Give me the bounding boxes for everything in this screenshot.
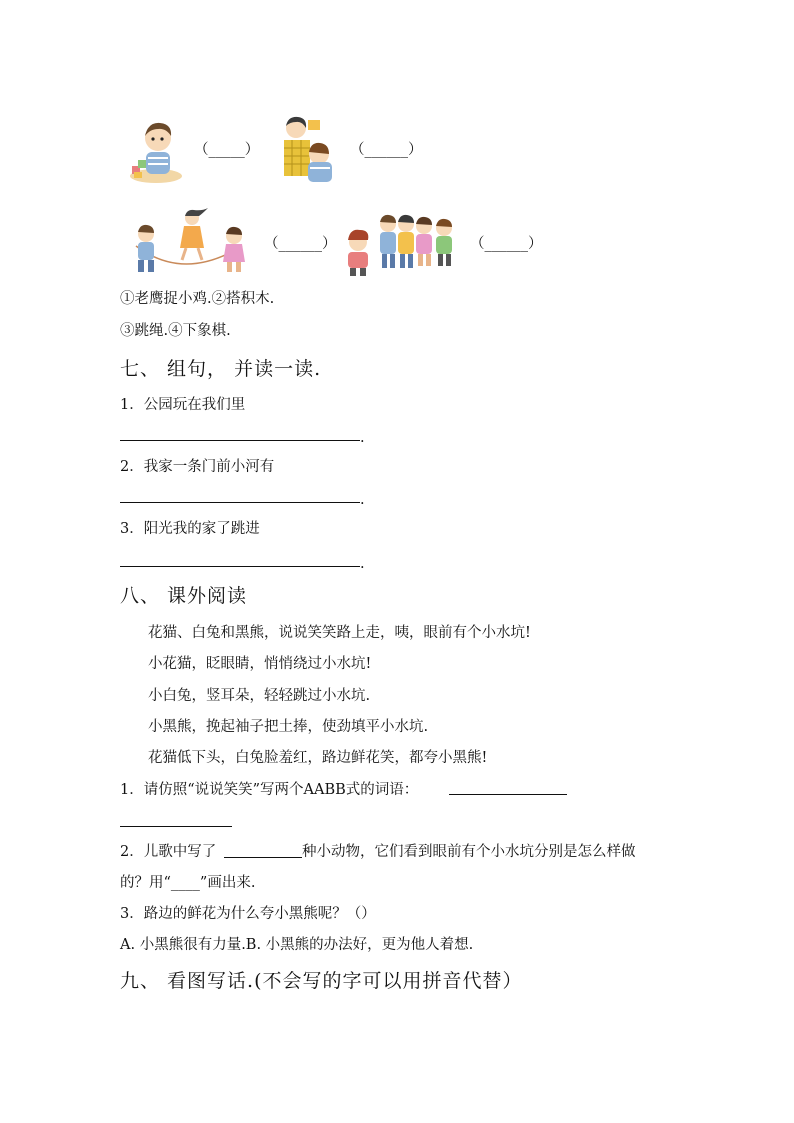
passage-line-4: 小黑熊，挽起袖子把土捧，使劲填平小水坑. bbox=[148, 719, 429, 735]
answer-blank-4[interactable]: （______） bbox=[470, 236, 543, 252]
answer-line-8-1a[interactable] bbox=[449, 794, 567, 795]
answer-line-8-1b[interactable] bbox=[120, 826, 232, 827]
option-line-1: ①老鹰捉小鸡.②搭积木. bbox=[120, 291, 275, 307]
answer-blank-1[interactable]: （_____） bbox=[194, 142, 260, 158]
section-7-item-1: 1．公园玩在我们里 bbox=[120, 397, 246, 413]
answer-blank-3[interactable]: （______） bbox=[264, 236, 337, 252]
question-8-3-options: A. 小黑熊很有力量.B. 小黑熊的办法好，更为他人着想. bbox=[120, 937, 474, 953]
picture-kids-eagle-catches-chicks bbox=[340, 208, 464, 278]
section-7-item-2: 2．我家一条门前小河有 bbox=[120, 459, 275, 475]
passage-line-3: 小白兔，竖耳朵，轻轻跳过小水坑. bbox=[148, 688, 371, 704]
question-8-2-part-c: 的？用“____”画出来. bbox=[120, 875, 256, 891]
question-8-3: 3．路边的鲜花为什么夸小黑熊呢？（） bbox=[120, 906, 376, 922]
line-end-period: . bbox=[360, 556, 365, 572]
picture-kids-playing-chess bbox=[274, 114, 334, 186]
line-end-period: . bbox=[360, 430, 365, 446]
line-end-period: . bbox=[360, 492, 365, 508]
answer-line-7-2[interactable] bbox=[120, 502, 360, 503]
section-7-title: 七、 组句， 并读一读. bbox=[120, 358, 322, 380]
question-8-2-part-b: 种小动物，它们看到眼前有个小水坑分别是怎么样做 bbox=[302, 844, 636, 860]
section-9-title: 九、 看图写话.(不会写的字可以用拼音代替） bbox=[120, 970, 523, 992]
passage-line-2: 小花猫，眨眼睛，悄悄绕过小水坑! bbox=[148, 656, 372, 672]
picture-kids-jumping-rope bbox=[124, 206, 256, 276]
answer-line-7-3[interactable] bbox=[120, 566, 360, 567]
section-7-item-3: 3．阳光我的家了跳进 bbox=[120, 521, 260, 537]
question-8-1: 1．请仿照“说说笑笑”写两个AABB式的词语： bbox=[120, 782, 419, 798]
option-line-2: ③跳绳.④下象棋. bbox=[120, 323, 231, 339]
answer-line-7-1[interactable] bbox=[120, 440, 360, 441]
picture-kid-building-blocks bbox=[128, 118, 184, 184]
passage-line-5: 花猫低下头，白兔脸羞红，路边鲜花笑，都夸小黑熊! bbox=[148, 750, 488, 766]
answer-line-8-2[interactable] bbox=[224, 857, 302, 858]
section-8-title: 八、 课外阅读 bbox=[120, 585, 248, 607]
passage-line-1: 花猫、白兔和黑熊，说说笑笑路上走，咦，眼前有个小水坑! bbox=[148, 625, 531, 641]
answer-blank-2[interactable]: （______） bbox=[350, 142, 423, 158]
question-8-2-part-a: 2．儿歌中写了 bbox=[120, 844, 217, 860]
